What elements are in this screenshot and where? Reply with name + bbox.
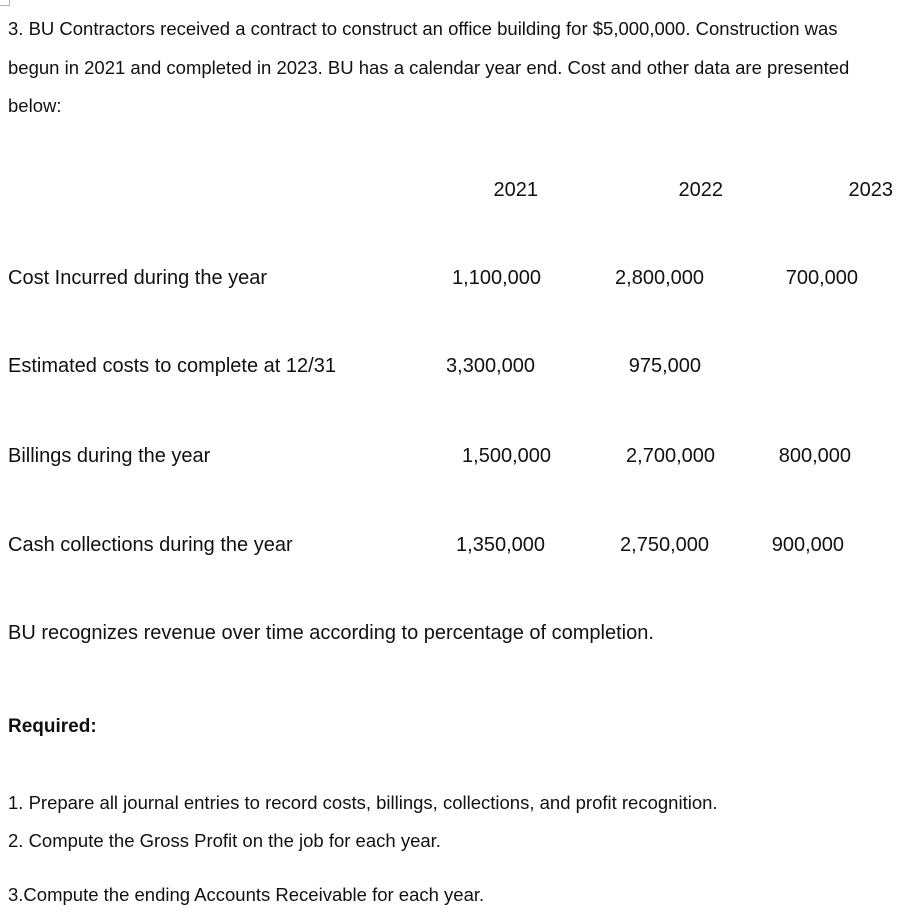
estimated-costs-2021: 3,300,000 (446, 355, 535, 377)
problem-line-2: begun in 2021 and completed in 2023. BU has a calendar year end. Cost and other data are presented (8, 56, 850, 78)
row-label-cost-incurred: Cost Incurred during the year (8, 267, 268, 289)
billings-2023: 800,000 (778, 445, 851, 467)
cash-collections-2021: 1,350,000 (456, 534, 545, 556)
problem-line-3: below: (8, 95, 62, 116)
year-header-2021: 2021 (493, 179, 538, 201)
cash-collections-2022: 2,750,000 (620, 534, 709, 556)
row-label-billings: Billings during the year (8, 445, 211, 467)
required-item-3: 3.Compute the ending Accounts Receivable for each year. (8, 884, 485, 905)
problem-statement (8, 10, 899, 126)
cost-incurred-2022: 2,800,000 (615, 267, 704, 289)
billings-2021: 1,500,000 (462, 445, 551, 467)
year-header-2023: 2023 (848, 179, 893, 201)
estimated-costs-2022: 975,000 (628, 355, 701, 377)
revenue-recognition-note: BU recognizes revenue over time according to percentage of completion. (8, 622, 654, 644)
required-item-1: 1. Prepare all journal entries to record costs, billings, collections, and profit recognition. (8, 792, 718, 813)
page-corner-mark (0, 0, 10, 6)
year-header-2022: 2022 (678, 179, 723, 201)
required-item-2: 2. Compute the Gross Profit on the job for each year. (8, 830, 441, 851)
row-label-cash-collections: Cash collections during the year (8, 534, 293, 556)
required-heading: Required: (8, 716, 97, 737)
billings-2022: 2,700,000 (626, 445, 715, 467)
cash-collections-2023: 900,000 (771, 534, 844, 556)
row-label-estimated-costs: Estimated costs to complete at 12/31 (8, 355, 336, 377)
cost-incurred-2021: 1,100,000 (452, 267, 541, 289)
cost-incurred-2023: 700,000 (785, 267, 858, 289)
problem-line-1: 3. BU Contractors received a contract to construct an office building for $5,000,000. Construction was (8, 18, 838, 39)
